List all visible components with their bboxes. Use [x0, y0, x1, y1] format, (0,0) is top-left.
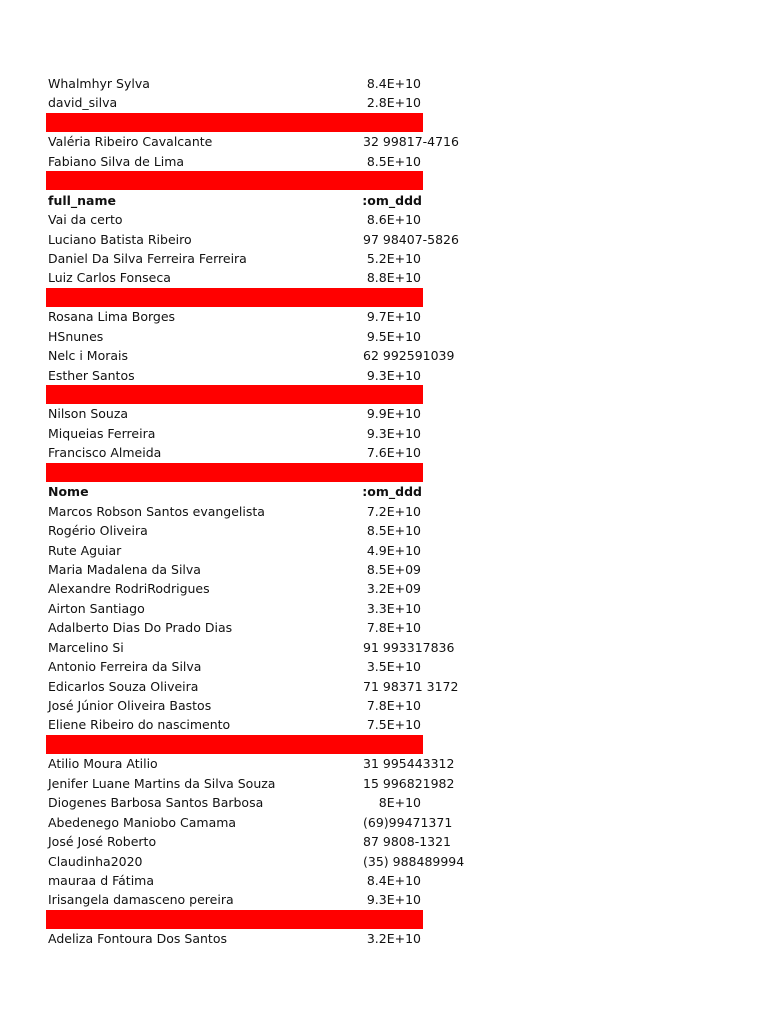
name-cell: Fabiano Silva de Lima [48, 153, 185, 169]
table-row [46, 696, 476, 715]
phone-cell: 8.5E+09 [366, 561, 421, 577]
phone-cell: 3.5E+10 [366, 659, 421, 675]
table-row [46, 424, 476, 443]
phone-cell: 9.9E+10 [366, 406, 421, 422]
name-cell: Nelc i Morais [48, 348, 129, 364]
name-cell: Miqueias Ferreira [48, 425, 156, 441]
table-row [46, 132, 476, 151]
phone-cell: 7.5E+10 [366, 717, 421, 733]
name-cell: Adalberto Dias Do Prado Dias [48, 620, 233, 636]
name-cell: Valéria Ribeiro Cavalcante [48, 134, 213, 150]
separator-row [46, 171, 476, 190]
separator-bar [46, 385, 423, 404]
name-cell: Claudinha2020 [48, 853, 143, 869]
phone-cell: 7.8E+10 [366, 620, 421, 636]
header-row [46, 191, 476, 210]
phone-cell: 31 995443312 [363, 756, 455, 772]
separator-bar [46, 910, 423, 929]
table-row [46, 774, 476, 793]
table-row [46, 560, 476, 579]
phone-cell: 9.3E+10 [366, 367, 421, 383]
separator-bar [46, 735, 423, 754]
phone-cell: 7.8E+10 [366, 698, 421, 713]
name-cell: Marcelino Si [48, 639, 124, 655]
phone-cell: 87 9808-1321 [363, 834, 452, 850]
table-row [46, 249, 476, 268]
phone-cell: 8.6E+10 [366, 212, 421, 228]
separator-row [46, 910, 476, 929]
name-cell: mauraa d Fátima [48, 872, 155, 888]
phone-cell: 9.3E+10 [366, 892, 421, 908]
phone-cell: 8.4E+10 [366, 872, 421, 888]
table-row [46, 502, 476, 521]
table-row [46, 754, 476, 773]
phone-cell: 15 996821982 [363, 775, 455, 791]
phone-cell: 8.4E+10 [366, 76, 421, 91]
name-cell: Rogério Oliveira [48, 523, 148, 539]
phone-cell: 8E+10 [378, 795, 421, 811]
phone-cell: 4.9E+10 [366, 542, 421, 558]
name-cell: Francisco Almeida [48, 445, 162, 461]
header-phone-label: om_ddd: [362, 192, 422, 208]
table-row [46, 541, 476, 560]
phone-cell: 8.5E+10 [366, 153, 421, 169]
separator-bar [46, 113, 423, 132]
phone-cell: 9.7E+10 [366, 309, 421, 325]
table-row [46, 793, 476, 812]
name-cell: Jenifer Luane Martins da Silva Souza [48, 775, 276, 791]
name-cell: Maria Madalena da Silva [48, 561, 201, 577]
table-row [46, 813, 476, 832]
name-cell: HSnunes [48, 328, 104, 344]
table-row [46, 346, 476, 365]
table-row [46, 599, 476, 618]
table-row [46, 443, 476, 462]
separator-bar [46, 171, 423, 190]
table-row [46, 871, 476, 890]
phone-cell: (69)99471371 [363, 814, 453, 830]
phone-cell: 9.3E+10 [366, 425, 421, 441]
name-cell: Nilson Souza [48, 406, 129, 422]
phone-cell: 62 992591039 [363, 348, 455, 364]
table-row [46, 366, 476, 385]
phone-cell: 8.8E+10 [366, 270, 421, 286]
separator-row [46, 463, 476, 482]
name-cell: Rute Aguiar [48, 542, 122, 558]
table-row [46, 74, 476, 93]
contact-sheet [46, 74, 476, 949]
phone-cell: 91 993317836 [363, 639, 455, 655]
name-cell: Edicarlos Souza Oliveira [48, 678, 199, 694]
header-phone-label: om_ddd: [362, 484, 422, 500]
phone-cell: (35) 988489994 [363, 853, 465, 869]
name-cell: Whalmhyr Sylva [48, 76, 150, 91]
separator-row [46, 385, 476, 404]
name-cell: Adeliza Fontoura Dos Santos [48, 931, 227, 947]
separator-row [46, 113, 476, 132]
name-cell: Rosana Lima Borges [48, 309, 176, 325]
phone-cell: 7.6E+10 [366, 445, 421, 461]
table-row [46, 230, 476, 249]
table-row [46, 210, 476, 229]
name-cell: david_silva [48, 95, 118, 111]
phone-cell: 3.3E+10 [366, 600, 421, 616]
table-row [46, 638, 476, 657]
table-row [46, 929, 476, 948]
table-row [46, 677, 476, 696]
separator-row [46, 288, 476, 307]
name-cell: Eliene Ribeiro do nascimento [48, 717, 231, 733]
name-cell: José José Roberto [48, 834, 157, 850]
name-cell: Vai da certo [48, 212, 123, 228]
name-cell: Marcos Robson Santos evangelista [48, 503, 265, 519]
name-cell: Daniel Da Silva Ferreira Ferreira [48, 250, 247, 266]
name-cell: Luiz Carlos Fonseca [48, 270, 171, 286]
phone-cell: 97 98407-5826 [363, 231, 459, 247]
phone-cell: 7.2E+10 [366, 503, 421, 519]
name-cell: Abedenego Maniobo Camama [48, 814, 237, 830]
name-cell: Irisangela damasceno pereira [48, 892, 234, 908]
table-row [46, 890, 476, 909]
phone-cell: 3.2E+10 [366, 931, 421, 947]
phone-cell: 9.5E+10 [366, 328, 421, 344]
header-row [46, 482, 476, 501]
name-cell: Diogenes Barbosa Santos Barbosa [48, 795, 264, 811]
phone-cell: 5.2E+10 [366, 250, 421, 266]
name-cell: Luciano Batista Ribeiro [48, 231, 192, 247]
table-row [46, 404, 476, 423]
separator-row [46, 735, 476, 754]
separator-bar [46, 288, 423, 307]
name-cell: Antonio Ferreira da Silva [48, 659, 202, 675]
table-row [46, 579, 476, 598]
phone-cell: 8.5E+10 [366, 523, 421, 539]
phone-cell: 3.2E+09 [366, 581, 421, 597]
separator-bar [46, 463, 423, 482]
name-cell: José Júnior Oliveira Bastos [48, 698, 212, 713]
table-row [46, 268, 476, 287]
header-name-label: full_name [48, 192, 116, 208]
name-cell: Alexandre RodriRodrigues [48, 581, 210, 597]
phone-cell: 2.8E+10 [366, 95, 421, 111]
table-row [46, 715, 476, 734]
table-row [46, 657, 476, 676]
name-cell: Airton Santiago [48, 600, 145, 616]
table-row [46, 521, 476, 540]
phone-cell: 32 99817-4716 [363, 134, 459, 150]
header-name-label: Nome [48, 484, 89, 500]
table-row [46, 852, 476, 871]
table-row [46, 93, 476, 112]
table-row [46, 618, 476, 637]
table-row [46, 832, 476, 851]
phone-cell: 71 98371 3172 [363, 678, 459, 694]
table-row [46, 307, 476, 326]
name-cell: Esther Santos [48, 367, 135, 383]
name-cell: Atilio Moura Atilio [48, 756, 158, 772]
table-row [46, 152, 476, 171]
table-row [46, 327, 476, 346]
